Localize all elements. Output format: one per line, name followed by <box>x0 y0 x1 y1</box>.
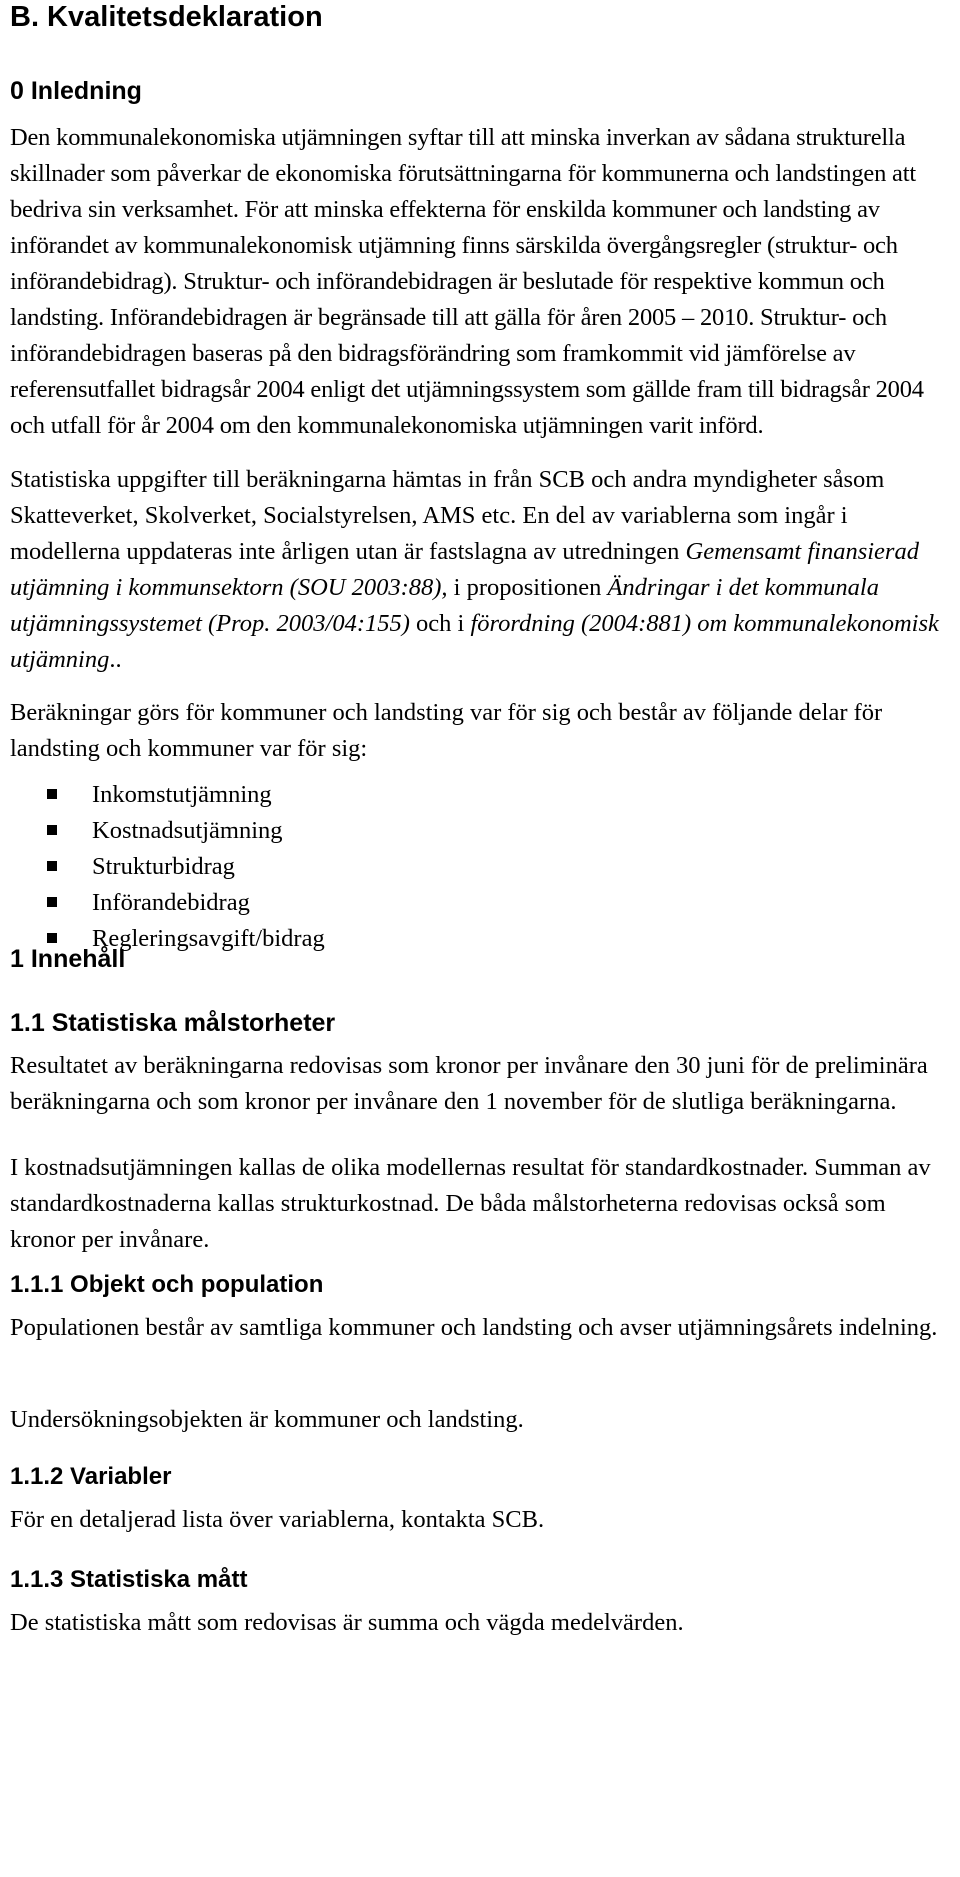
list-item <box>10 777 950 813</box>
paragraph-objekt-2: Undersökningsobjekten är kommuner och landsting. <box>10 1406 524 1433</box>
section-heading-inledning: 0 Inledning <box>10 77 142 105</box>
square-bullet-icon <box>47 897 57 907</box>
paragraph-inledning-2-part-b: i propositionen <box>447 574 608 601</box>
list-item <box>10 849 950 885</box>
reference-proposition: Ändringar i det kommunala utjämningssystemet (Prop. 2003/04:155) <box>10 574 879 637</box>
paragraph-inledning-1 <box>10 120 950 444</box>
paragraph-objekt-1: Populationen består av samtliga kommuner och landsting och avser utjämningsårets indelning. <box>10 1314 938 1341</box>
paragraph-inledning-1-part-a: Den kommunalekonomiska utjämningen syftar till att minska inverkan av sådana strukturella skillnader som påverkar de ekonomiska förutsättningarna för kommunerna och landstingen att bedriva sin verksamhet. För att minska effekterna för enskilda kommuner och landsting av införandet av kommunalekonomisk utjämning finns särskilda övergångsregler (struktur- och införandebidrag). Struktur- och införandebidragen är beslutade för respektive kommun och landsting. Införandebidragen är begränsade till att gälla för åren 2005 – 2010. <box>10 124 916 331</box>
section-heading-innehall: 1 Innehåll <box>10 945 126 973</box>
paragraph-inledning-1-part-b: Struktur- och införandebidragen baseras på den bidragsförändring som framkommit vid jämförelse av referensutfallet bidragsår 2004 enligt det utjämningssystem som gällde fram till bidragsår 2004 och utfall för år 2004 om den kommunalekonomiska utjämningen varit införd. <box>10 304 924 439</box>
list-item-label: Strukturbidrag <box>92 853 235 880</box>
section-heading-variabler: 1.1.2 Variabler <box>10 1463 172 1490</box>
section-heading-malstorheter: 1.1 Statistiska målstorheter <box>10 1009 336 1037</box>
square-bullet-icon <box>47 789 57 799</box>
square-bullet-icon <box>47 933 57 943</box>
list-item <box>10 813 950 849</box>
paragraph-malstorheter-1: Resultatet av beräkningarna redovisas som kronor per invånare den 30 juni för de preliminära beräkningarna och som kronor per invånare den 1 november för de slutliga beräkningarna. <box>10 1052 928 1115</box>
paragraph-inledning-3: Beräkningar görs för kommuner och landsting var för sig och består av följande delar för landsting och kommuner var för sig: <box>10 699 883 762</box>
list-item <box>10 885 950 921</box>
paragraph-inledning-2-part-a: Statistiska uppgifter till beräkningarna hämtas in från SCB och andra myndigheter såsom Skatteverket, Skolverket, Socialstyrelsen, AMS etc. En del av variablerna som ingår i modellerna uppdateras inte årligen utan är fastslagna av utredningen <box>10 466 885 565</box>
list-item-label: Inkomstutjämning <box>92 781 272 808</box>
reference-forordning: förordning (2004:881) om kommunalekonomisk utjämning <box>10 610 939 673</box>
square-bullet-icon <box>47 861 57 871</box>
section-heading-matt: 1.1.3 Statistiska mått <box>10 1566 248 1593</box>
section-heading-objekt: 1.1.1 Objekt och population <box>10 1271 324 1298</box>
calculation-parts-list <box>10 777 950 957</box>
paragraph-matt-1: De statistiska mått som redovisas är summa och vägda medelvärden. <box>10 1609 684 1636</box>
list-item-label: Regleringsavgift/bidrag <box>92 925 325 952</box>
paragraph-inledning-2-part-d: .. <box>109 646 122 673</box>
list-item-label: Kostnadsutjämning <box>92 817 283 844</box>
paragraph-variabler-1: För en detaljerad lista över variablerna, kontakta SCB. <box>10 1506 545 1533</box>
document-title: B. Kvalitetsdeklaration <box>10 1 323 33</box>
paragraph-inledning-2-part-c: och i <box>409 610 471 637</box>
reference-sou: Gemensamt finansierad utjämning i kommunsektorn (SOU 2003:88), <box>10 538 919 601</box>
paragraph-malstorheter-2: I kostnadsutjämningen kallas de olika modellernas resultat för standardkostnader. Summan av standardkostnaderna kallas strukturkostnad. De båda målstorheterna redovisas också som kronor per invånare. <box>10 1154 931 1253</box>
list-item-label: Införandebidrag <box>92 889 250 916</box>
square-bullet-icon <box>47 825 57 835</box>
paragraph-inledning-2 <box>10 462 950 678</box>
